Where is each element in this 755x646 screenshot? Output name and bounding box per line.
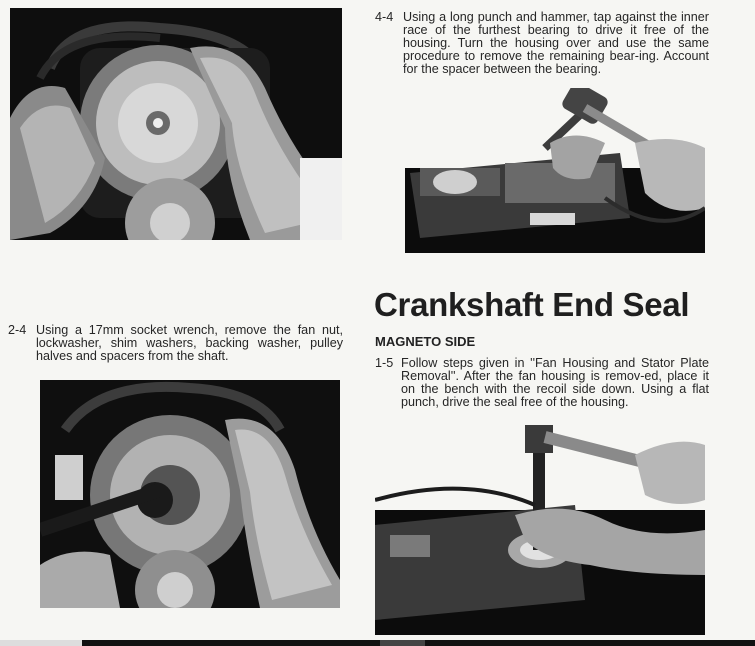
step-number: 4-4 [375,10,394,24]
step-text: Follow steps given in ''Fan Housing and Stator Plate Removal''. After the fan housing is remov-ed, place it on the bench with the recoil side down. Using a flat punch, drive the seal free of the housing. [401,356,709,409]
photo-seal-removal [375,425,705,635]
section-title: Crankshaft End Seal [374,286,690,323]
step-number: 2-4 [8,323,27,337]
photo-flywheel-removal [10,8,342,240]
page-bottom-edge [0,640,755,646]
photo-fan-nut-removal [40,380,340,608]
step-number: 1-5 [375,356,394,370]
step-text: Using a 17mm socket wrench, remove the fan nut, lockwasher, shim washers, backing washer, pulley halves and spacers from the shaft. [36,323,343,363]
subsection-title: MAGNETO SIDE [375,334,476,349]
step-text: Using a long punch and hammer, tap against the inner race of the furthest bearing to drive it free of the housing. Turn the housing over and use the same procedure to remove the remaining bear-ing. Account for the spacer between the bearing. [403,10,709,76]
photo-bearing-removal [405,88,705,253]
